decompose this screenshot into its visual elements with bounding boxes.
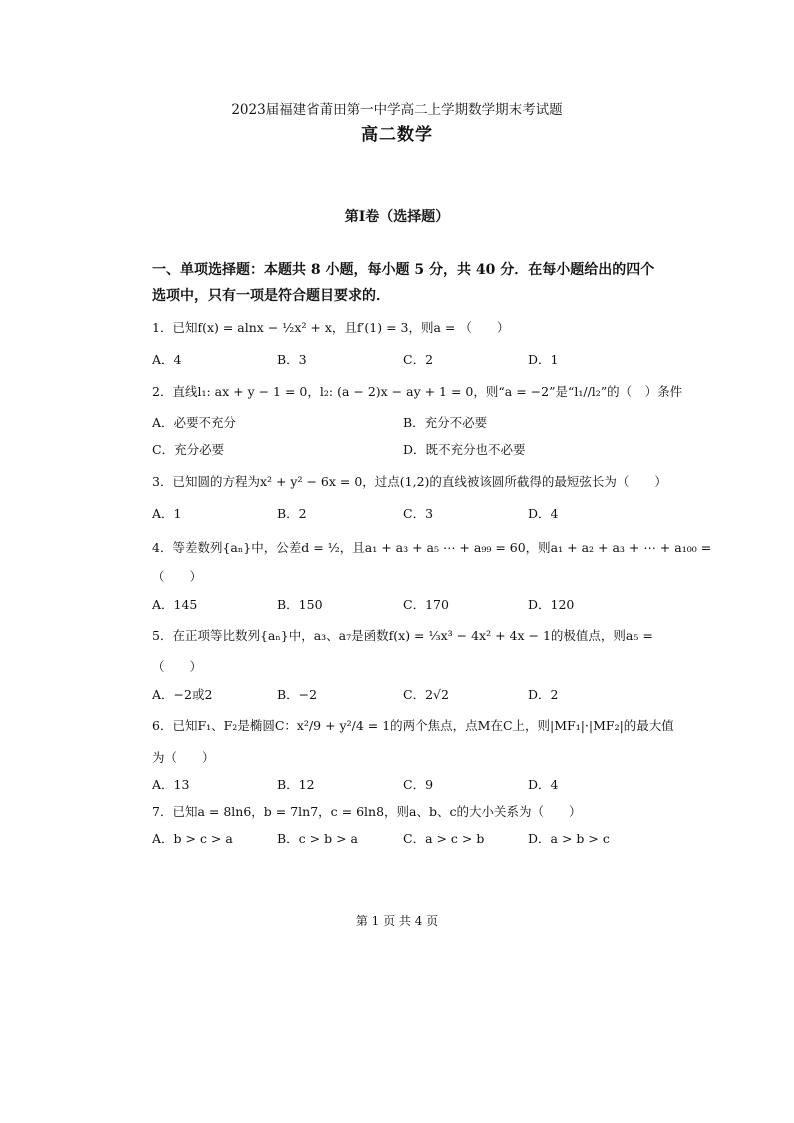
- question-2-option-d: D．既不充分也不必要: [403, 442, 526, 457]
- question-4-stem-cont: （ ）: [152, 569, 203, 584]
- question-2-option-c: C．充分必要: [152, 442, 225, 457]
- question-2-option-a: A．必要不充分: [152, 415, 237, 430]
- question-3-option-b: B．2: [277, 506, 307, 521]
- part-instruction-line2: 选项中，只有一项是符合题目要求的．: [152, 288, 390, 304]
- exam-title: 2023届福建省莆田第一中学高二上学期数学期末考试题: [231, 102, 563, 118]
- question-5-option-d: D．2: [528, 687, 559, 702]
- question-1-option-a: A．4: [152, 352, 182, 367]
- question-4-option-c: C．170: [403, 597, 449, 612]
- question-4-option-d: D．120: [528, 597, 575, 612]
- question-1-option-b: B．3: [277, 352, 307, 367]
- question-1-option-d: D．1: [528, 352, 559, 367]
- question-5-stem-cont: （ ）: [152, 659, 203, 674]
- question-4-option-b: B．150: [277, 597, 323, 612]
- question-7-option-c: C．a > c > b: [403, 831, 485, 846]
- part-instruction-line1: 一、单项选择题：本题共 8 小题，每小题 5 分，共 40 分．在每小题给出的四个: [152, 262, 655, 278]
- question-2-option-b: B．充分不必要: [403, 415, 488, 430]
- question-3-option-a: A．1: [152, 506, 182, 521]
- question-3-option-c: C．3: [403, 506, 434, 521]
- question-6-stem: 6．已知F₁、F₂是椭圆C：x²/9 + y²/4 = 1的两个焦点，点M在C上，则|MF₁|·|MF₂|的最大值: [152, 718, 674, 733]
- question-5-option-b: B．−2: [277, 687, 318, 702]
- question-1-stem: 1．已知f(x) = alnx − ½x² + x，且f′(1) = 3，则a = （ ）: [152, 320, 510, 335]
- question-7-option-d: D．a > b > c: [528, 831, 610, 846]
- question-6-stem-cont: 为（ ）: [152, 750, 215, 765]
- question-6-option-a: A．13: [152, 777, 190, 792]
- question-4-stem: 4．等差数列{aₙ}中，公差d = ½，且a₁ + a₃ + a₅ ⋯ + a₉₉ = 60，则a₁ + a₂ + a₃ + ⋯ + a₁₀₀ =: [152, 540, 712, 555]
- question-5-option-c: C．2√2: [403, 687, 449, 702]
- page-footer: 第 1 页 共 4 页: [355, 914, 439, 928]
- question-5-option-a: A．−2或2: [152, 687, 213, 702]
- exam-subtitle: 高二数学: [361, 125, 433, 145]
- question-6-option-c: C．9: [403, 777, 434, 792]
- question-7-stem: 7．已知a = 8ln6，b = 7ln7，c = 6ln8，则a、b、c的大小关系为（ ）: [152, 804, 582, 819]
- question-4-option-a: A．145: [152, 597, 198, 612]
- question-5-stem: 5．在正项等比数列{aₙ}中，a₃、a₇是函数f(x) = ⅓x³ − 4x² + 4x − 1的极值点，则a₅ =: [152, 628, 653, 643]
- question-7-option-a: A．b > c > a: [152, 831, 233, 846]
- question-2-stem: 2．直线l₁: ax + y − 1 = 0，l₂: (a − 2)x − ay + 1 = 0，则“a = −2”是“l₁//l₂”的（ ）条件: [152, 384, 683, 399]
- question-3-option-d: D．4: [528, 506, 559, 521]
- question-7-option-b: B．c > b > a: [277, 831, 358, 846]
- question-3-stem: 3．已知圆的方程为x² + y² − 6x = 0，过点(1,2)的直线被该圆所截得的最短弦长为（ ）: [152, 474, 667, 489]
- question-1-option-c: C．2: [403, 352, 434, 367]
- section-title: 第Ⅰ卷（选择题）: [344, 209, 450, 225]
- question-6-option-b: B．12: [277, 777, 315, 792]
- question-6-option-d: D．4: [528, 777, 559, 792]
